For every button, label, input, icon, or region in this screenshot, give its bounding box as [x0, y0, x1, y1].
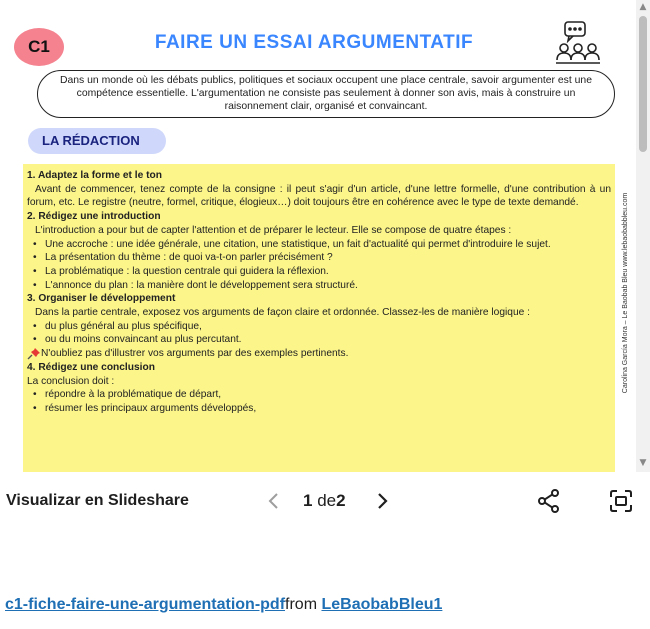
page-indicator	[303, 491, 346, 511]
attribution-line	[5, 596, 442, 614]
step-paragraph-1: Avant de commencer, tenez compte de la consigne : il peut s'agir d'un article, d'une lettre formelle, d'une contribution à un forum, etc. Le registre (neutre, formel, critique, élogieux…) doit toujours être en cohérence avec le type de texte demandé.	[27, 183, 611, 209]
step-heading-4: 4. Rédigez une conclusion	[27, 361, 155, 373]
side-credit	[619, 158, 633, 428]
scrollbar-thumb[interactable]	[639, 16, 647, 152]
document-link[interactable]: c1-fiche-faire-une-argumentation-pdf	[5, 596, 286, 613]
list-item: • ou du moins convaincant au plus percutant.	[27, 333, 611, 347]
list-item: • Une accroche : une idée générale, une citation, une statistique, un fait d'actualité qui permet d'introduire le sujet.	[27, 238, 611, 252]
fullscreen-icon[interactable]	[608, 488, 634, 514]
intro-paragraph: Dans un monde où les débats publics, politiques et sociaux occupent une place centrale, savoir argumenter est une compétence essentielle. L'argumentation ne consiste pas seulement à donner son avis, mais à construire un raisonnement clair, organisé et convaincant.	[37, 70, 615, 118]
from-label: from	[285, 596, 318, 613]
list-item: • La problématique : la question centrale qui guidera la réflexion.	[27, 265, 611, 279]
side-credit-text: Carolina García Mora – Le Baobab Bleu www.lebaobabbleu.com	[622, 192, 629, 394]
content-block	[23, 164, 615, 472]
vertical-scrollbar[interactable]	[636, 0, 650, 472]
scroll-up-arrow-icon[interactable]: ▲	[639, 2, 647, 12]
document-page	[14, 8, 630, 472]
step-paragraph-2: L'introduction a pour but de capter l'attention et de préparer le lecteur. Elle se compose de quatre étapes :	[35, 224, 512, 236]
level-badge: C1	[14, 28, 64, 66]
next-page-icon[interactable]	[372, 490, 392, 512]
step-heading-3: 3. Organiser le développement	[27, 293, 176, 305]
discussion-group-icon	[555, 20, 601, 66]
step-paragraph-3: Dans la partie centrale, exposez vos arguments de façon claire et ordonnée. Classez-les de manière logique :	[35, 307, 530, 319]
previous-page-icon[interactable]	[264, 490, 284, 512]
list-item: • L'annonce du plan : la manière dont le développement sera structuré.	[27, 279, 611, 293]
view-on-slideshare-link[interactable]: Visualizar en Slideshare	[6, 492, 189, 509]
viewer-toolbar	[0, 472, 650, 530]
tip-line	[27, 347, 611, 361]
list-item: • La présentation du thème : de quoi va-t-on parler précisément ?	[27, 251, 611, 265]
scroll-down-arrow-icon[interactable]: ▼	[639, 458, 647, 468]
current-page: 1	[303, 491, 313, 510]
list-item: • résumer les principaux arguments développés,	[27, 402, 611, 416]
list-item: • du plus général au plus spécifique,	[27, 320, 611, 334]
step-paragraph-4: La conclusion doit :	[27, 375, 115, 387]
pushpin-icon	[27, 347, 41, 360]
document-title: FAIRE UN ESSAI ARGUMENTATIF	[154, 32, 474, 53]
step-heading-2: 2. Rédigez une introduction	[27, 211, 161, 223]
total-pages: 2	[336, 491, 346, 510]
step-heading-1: 1. Adaptez la forme et le ton	[27, 170, 162, 181]
share-icon[interactable]	[536, 488, 562, 514]
section-heading: LA RÉDACTION	[28, 128, 166, 154]
author-link[interactable]: LeBaobabBleu1	[321, 596, 443, 613]
page-separator: de	[317, 491, 337, 510]
tip-text: N'oubliez pas d'illustrer vos arguments par des exemples pertinents.	[41, 348, 349, 360]
list-item: • répondre à la problématique de départ,	[27, 388, 611, 402]
